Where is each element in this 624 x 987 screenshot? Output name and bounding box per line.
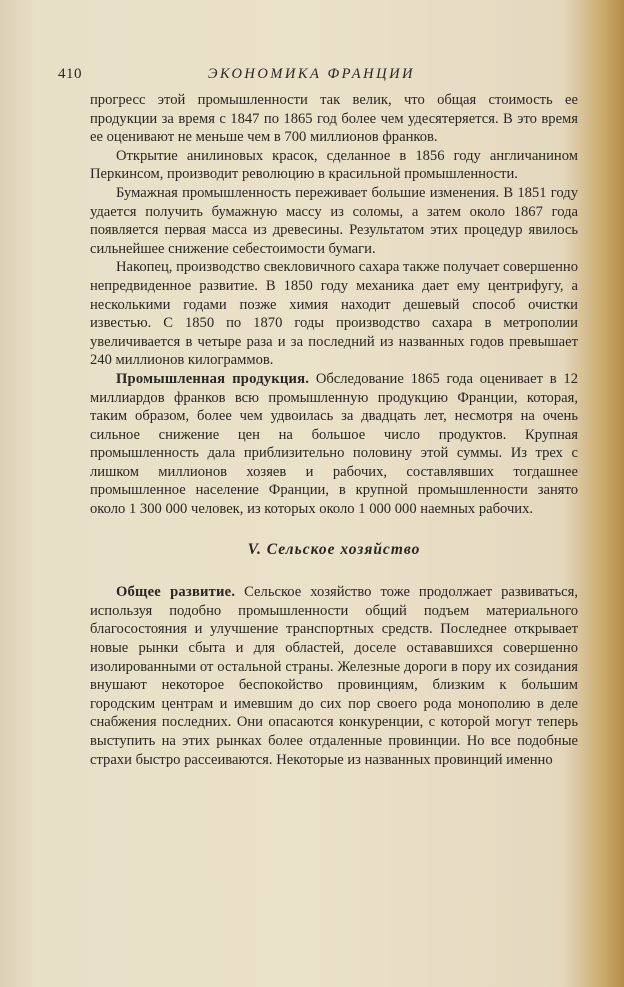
paragraph-4 bbox=[90, 258, 578, 370]
paragraph-text: Обследование 1865 года оценивает в 12 миллиардов франков всю промышленную продукцию Франции, которая, таким образом, более чем удвоилась за двадцать лет, несмотря на очень сильное снижение цен на большое число продуктов. Крупная промышленность дала приблизительно половину этой суммы. Из трех с лишком миллионов хозяев и рабочих, составлявших тогдашнее промышленное население Франции, в крупной промышленности занято около 1 300 000 человек, из которых около 1 000 000 наемных рабочих. bbox=[90, 370, 578, 518]
paragraph-text: прогресс этой промышленности так велик, что общая стоимость ее продукции за время с 1847 по 1865 год более чем удесятеряется. В это время ее оценивают не меньше чем в 700 миллионов франков. bbox=[90, 92, 578, 146]
paragraph-5 bbox=[90, 370, 578, 519]
section-title: V. Сельское хозяйство bbox=[247, 540, 421, 558]
paragraph-3 bbox=[90, 184, 578, 258]
page-header bbox=[58, 66, 578, 86]
paragraph-text: Открытие анилиновых красок, сделанное в 1856 году англичанином Перкинсом, производит революцию в красильной промышленности. bbox=[90, 147, 578, 183]
paragraph-text: Накопец, производство свекловичного сахара также получает совершенно непредвиденное развитие. В 1850 году механика дает ему центрифугу, а несколькими годами позже химия находит дешевый способ очистки известью. С 1850 по 1870 годы производство сахара в метрополии увеличивается в четыре раза и за последний из названных годов превышает 240 миллионов килограммов. bbox=[90, 259, 578, 369]
paragraph-text: Сельское хозяйство тоже продолжает развиваться, используя подобно промышленности общий подъем материального благосостояния и улучшение транспортных средств. Последнее открывает новые рынки сбыта и для областей, доселе остававшихся совершенно изолированными от остальной страны. Железные дороги в пору их созидания внушают некоторое беспокойство провинциям, близким к большим городским центрам и имевшим до сих пор своего рода монополию в деле снабжения последних. Они опасаются конкуренции, с которой могут теперь выступить на этих рынках более отдаленные провинции. Но все подобные страхи быстро рассеиваются. Некоторые из названных провинций именно bbox=[90, 584, 578, 768]
paragraph-2 bbox=[90, 147, 578, 184]
body-text bbox=[90, 91, 578, 769]
paragraph-text: Бумажная промышленность переживает большие изменения. В 1851 году удается получить бумажную массу из соломы, а затем около 1867 года появляется первая масса из древесины. Результатом этих процедур явилось сильнейшее снижение себестоимости бумаги. bbox=[90, 184, 578, 257]
running-title: ЭКОНОМИКА ФРАНЦИИ bbox=[208, 66, 416, 82]
paragraph-lead: Промышленная продукция. bbox=[116, 370, 310, 387]
paragraph-lead: Общее развитие. bbox=[116, 584, 236, 601]
page-number: 410 bbox=[58, 66, 82, 82]
paragraph-1 bbox=[90, 91, 578, 147]
section-paragraph-1 bbox=[90, 583, 578, 769]
